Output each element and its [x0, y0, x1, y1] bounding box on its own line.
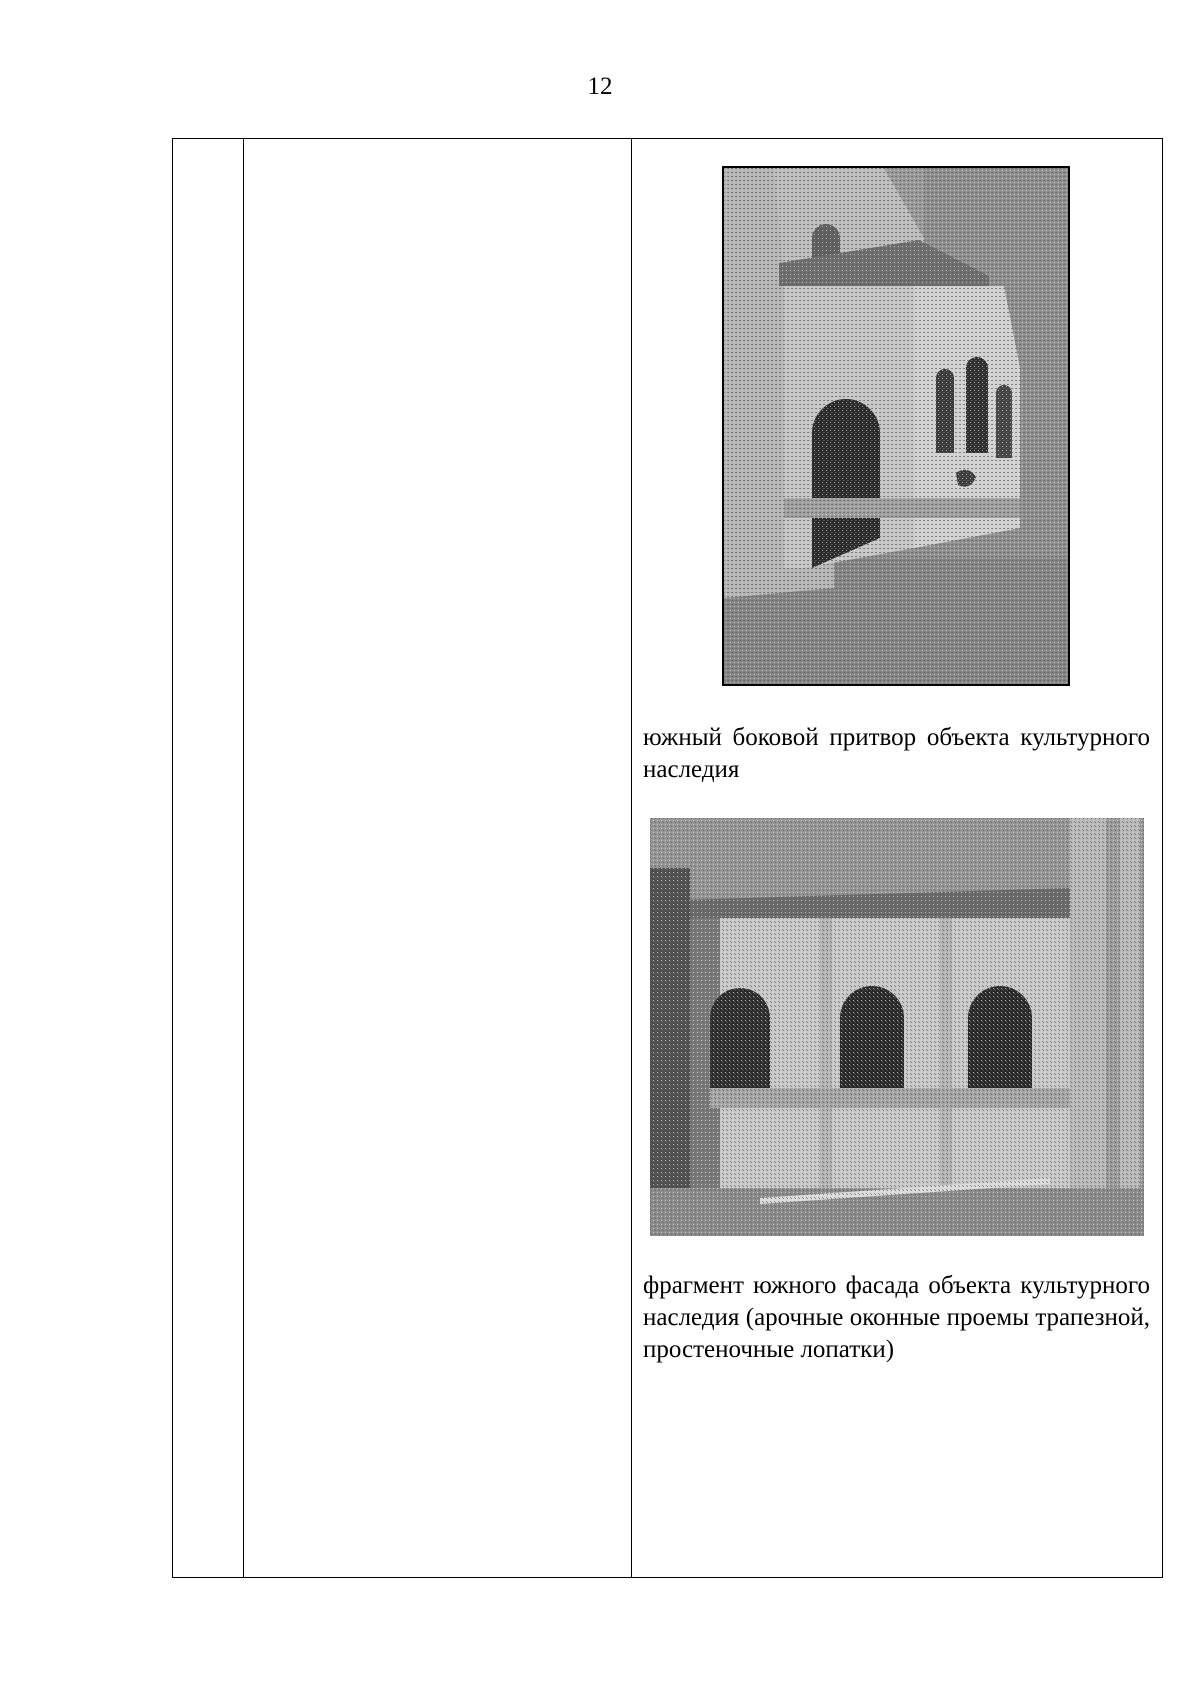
facade-photo [650, 818, 1144, 1236]
page-number: 12 [587, 73, 613, 100]
table-column-divider [243, 139, 244, 1577]
porch-photo [722, 166, 1070, 686]
figure-caption: фрагмент южного фасада объекта культурного наследия (арочные оконные проемы трапезной, простеночные лопатки) [643, 1272, 1150, 1363]
table-column-divider [631, 139, 632, 1577]
figure-caption: южный боковой притвор объекта культурного наследия [643, 724, 1150, 783]
